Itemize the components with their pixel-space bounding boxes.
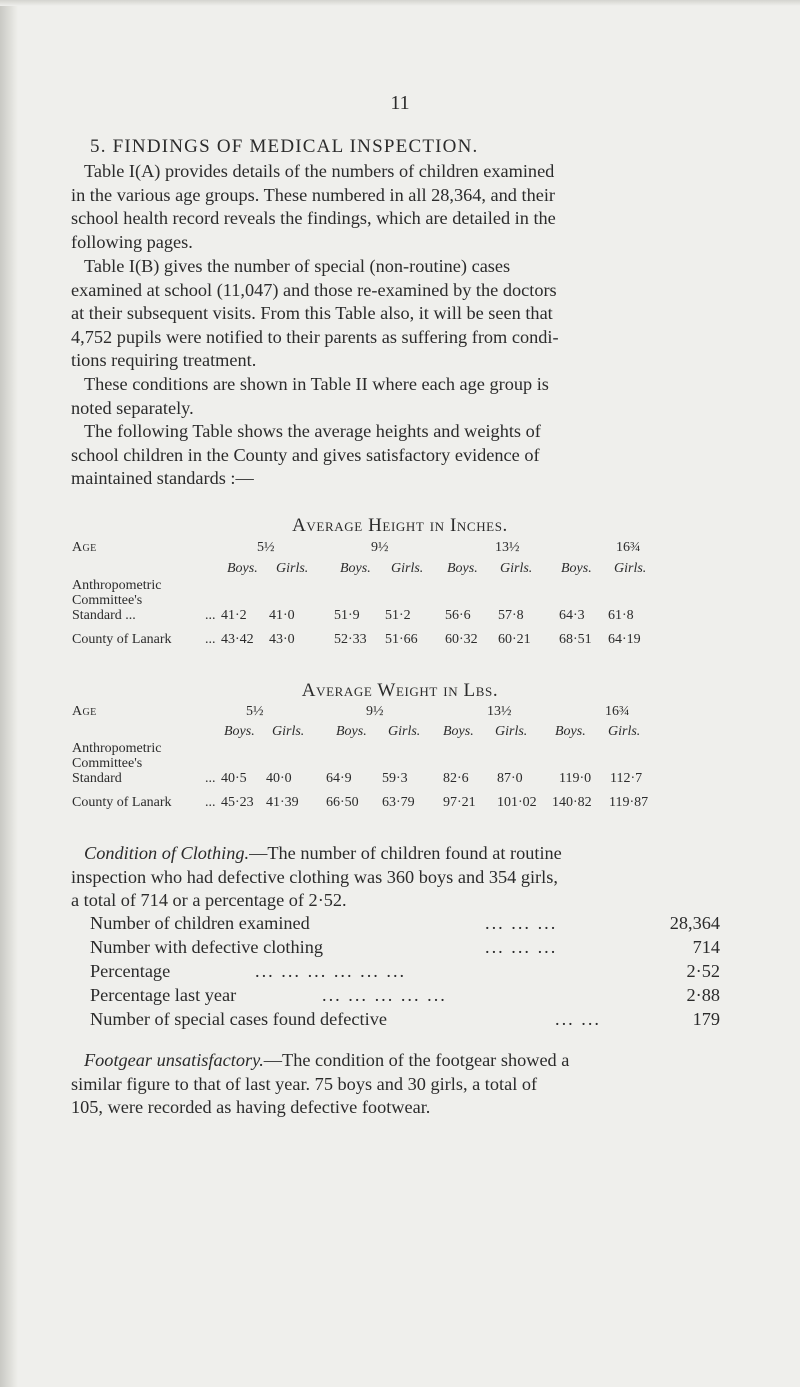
leader-dots: ... ... ... ... ... (322, 985, 447, 1005)
value-cell: 45·23 (221, 795, 254, 810)
stat-row (90, 1009, 720, 1033)
text-line: school children in the County and gives satisfactory evidence of (71, 444, 540, 465)
text-line: Table I(B) gives the number of special (non-routine) cases (84, 256, 511, 276)
value-cell: 40·0 (266, 771, 292, 786)
section-heading: 5. FINDINGS OF MEDICAL INSPECTION. (90, 136, 479, 157)
value-cell: 64·9 (326, 771, 352, 786)
text-line: tions requiring treatment. (71, 350, 257, 370)
value-cell: 60·21 (498, 632, 531, 647)
clothing-title: Condition of Clothing. (84, 843, 250, 863)
value-cell: 64·19 (608, 632, 641, 647)
text-line: examined at school (11,047) and those re-examined by the doctors (71, 279, 557, 300)
value-cell: 64·3 (559, 608, 585, 623)
label-line: County of Lanark (72, 795, 172, 810)
leader-dots: ... ... ... ... ... ... (255, 961, 407, 981)
value-cell: 119·0 (559, 771, 592, 786)
height-sex-row (0, 561, 800, 579)
text-line: a total of 714 or a percentage of 2·52. (71, 890, 347, 910)
text-line: in the various age groups. These numbered in all 28,364, and their (71, 184, 555, 205)
value-cell: 41·39 (266, 795, 299, 810)
sex-header: Girls. (495, 724, 528, 739)
value-cell: 40·5 (221, 771, 247, 786)
age-13: 13½ (495, 540, 520, 555)
paragraph-2 (71, 255, 741, 373)
text-line: similar figure to that of last year. 75 boys and 30 girls, a total of (71, 1073, 538, 1094)
value-cell: 52·33 (334, 632, 367, 647)
label-line: Anthropometric (72, 741, 162, 756)
sex-header: Girls. (500, 561, 533, 576)
text-span: —The condition of the footgear showed a (263, 1050, 570, 1070)
value-cell: 101·02 (497, 795, 537, 810)
value-cell: 51·66 (385, 632, 418, 647)
sex-header: Girls. (388, 724, 421, 739)
sex-header: Boys. (443, 724, 474, 739)
height-age-row (0, 540, 800, 558)
height-row-standard (0, 608, 800, 626)
age-16: 16¾ (616, 540, 641, 555)
value-cell: 41·0 (269, 608, 295, 623)
value-cell: 51·9 (334, 608, 360, 623)
text-line: These conditions are shown in Table II where each age group is (84, 374, 549, 394)
height-row-lanark (0, 632, 800, 650)
value-cell: 59·3 (382, 771, 408, 786)
stat-label: Percentage (90, 961, 171, 981)
value-cell: 97·21 (443, 795, 476, 810)
sex-header: Boys. (561, 561, 592, 576)
value-cell: 87·0 (497, 771, 523, 786)
sex-header: Girls. (391, 561, 424, 576)
text-line (71, 842, 741, 866)
leader-dots: ... (205, 608, 216, 623)
age-13: 13½ (487, 704, 512, 719)
stat-value: 28,364 (669, 913, 720, 933)
leader-dots: ... ... ... (485, 937, 558, 957)
weight-table-title: Average Weight in Lbs. (301, 680, 499, 701)
text-line: 4,752 pupils were notified to their parents as suffering from condi- (71, 326, 559, 347)
value-cell: 68·51 (559, 632, 592, 647)
stat-label: Number of children examined (90, 913, 310, 933)
value-cell: 57·8 (498, 608, 524, 623)
footgear-paragraph (71, 1049, 741, 1120)
stat-row (90, 961, 720, 985)
text-line: inspection who had defective clothing was 360 boys and 354 girls, (71, 866, 558, 887)
stat-row (90, 937, 720, 961)
sex-header: Boys. (555, 724, 586, 739)
paragraph-3 (71, 373, 741, 420)
text-line: The following Table shows the average heights and weights of (84, 421, 541, 441)
paragraph-4 (71, 420, 741, 491)
weight-row-standard (0, 771, 800, 789)
sex-header: Boys. (447, 561, 478, 576)
sex-header: Girls. (272, 724, 305, 739)
text-span: —The number of children found at routine (249, 843, 562, 863)
stat-label: Number with defective clothing (90, 937, 324, 957)
stat-value: 179 (692, 1009, 720, 1029)
sex-header: Boys. (336, 724, 367, 739)
stat-label: Percentage last year (90, 985, 237, 1005)
leader-dots: ... (205, 795, 216, 810)
age-label: Age (72, 704, 97, 719)
value-cell: 61·8 (608, 608, 634, 623)
value-cell: 119·87 (609, 795, 649, 810)
height-table-title: Average Height in Inches. (292, 515, 508, 536)
weight-age-row (0, 704, 800, 722)
sex-header: Girls. (614, 561, 647, 576)
age-9: 9½ (371, 540, 389, 555)
text-line: school health record reveals the findings, which are detailed in the (71, 208, 556, 228)
footgear-title: Footgear unsatisfactory. (84, 1050, 264, 1070)
sex-header: Boys. (340, 561, 371, 576)
age-label: Age (72, 540, 97, 555)
leader-dots: ... (205, 771, 216, 786)
label-line: Committee's (72, 593, 143, 608)
text-line (71, 1049, 741, 1073)
leader-dots: ... (205, 632, 216, 647)
leader-dots: ... ... (555, 1009, 601, 1029)
value-cell: 56·6 (445, 608, 471, 623)
value-cell: 60·32 (445, 632, 478, 647)
label-line: County of Lanark (72, 632, 172, 647)
value-cell: 112·7 (610, 771, 643, 786)
page-number: 11 (390, 92, 410, 114)
stat-value: 2·88 (686, 985, 720, 1005)
text-line: Table I(A) provides details of the numbers of children examined (84, 161, 555, 181)
weight-sex-row (0, 724, 800, 742)
text-line: noted separately. (71, 397, 194, 418)
value-cell: 63·79 (382, 795, 415, 810)
stat-row (90, 985, 720, 1009)
paragraph-1 (71, 160, 741, 254)
clothing-paragraph (71, 842, 741, 913)
leader-dots: ... ... ... (485, 913, 558, 933)
value-cell: 41·2 (221, 608, 247, 623)
sex-header: Girls. (276, 561, 309, 576)
age-9: 9½ (366, 704, 384, 719)
value-cell: 43·0 (269, 632, 295, 647)
label-line: Committee's (72, 756, 143, 771)
stat-value: 2·52 (686, 961, 720, 981)
page-shadow-top (0, 0, 800, 6)
sex-header: Girls. (608, 724, 641, 739)
text-line: at their subsequent visits. From this Table also, it will be seen that (71, 303, 553, 323)
text-line: maintained standards :— (71, 468, 254, 488)
label-line: Anthropometric (72, 578, 162, 593)
stat-value: 714 (692, 937, 720, 957)
age-5: 5½ (257, 540, 275, 555)
sex-header: Boys. (224, 724, 255, 739)
value-cell: 140·82 (552, 795, 592, 810)
stat-label: Number of special cases found defective (90, 1009, 387, 1029)
label-line: Standard (72, 771, 122, 786)
value-cell: 43·42 (221, 632, 254, 647)
text-line: 105, were recorded as having defective footwear. (71, 1097, 431, 1117)
text-line: following pages. (71, 231, 193, 252)
age-5: 5½ (246, 704, 264, 719)
label-line: Standard ... (72, 608, 136, 623)
weight-row-lanark (0, 795, 800, 813)
stat-row (90, 913, 720, 937)
value-cell: 66·50 (326, 795, 359, 810)
value-cell: 51·2 (385, 608, 411, 623)
sex-header: Boys. (227, 561, 258, 576)
age-16: 16¾ (605, 704, 630, 719)
value-cell: 82·6 (443, 771, 469, 786)
